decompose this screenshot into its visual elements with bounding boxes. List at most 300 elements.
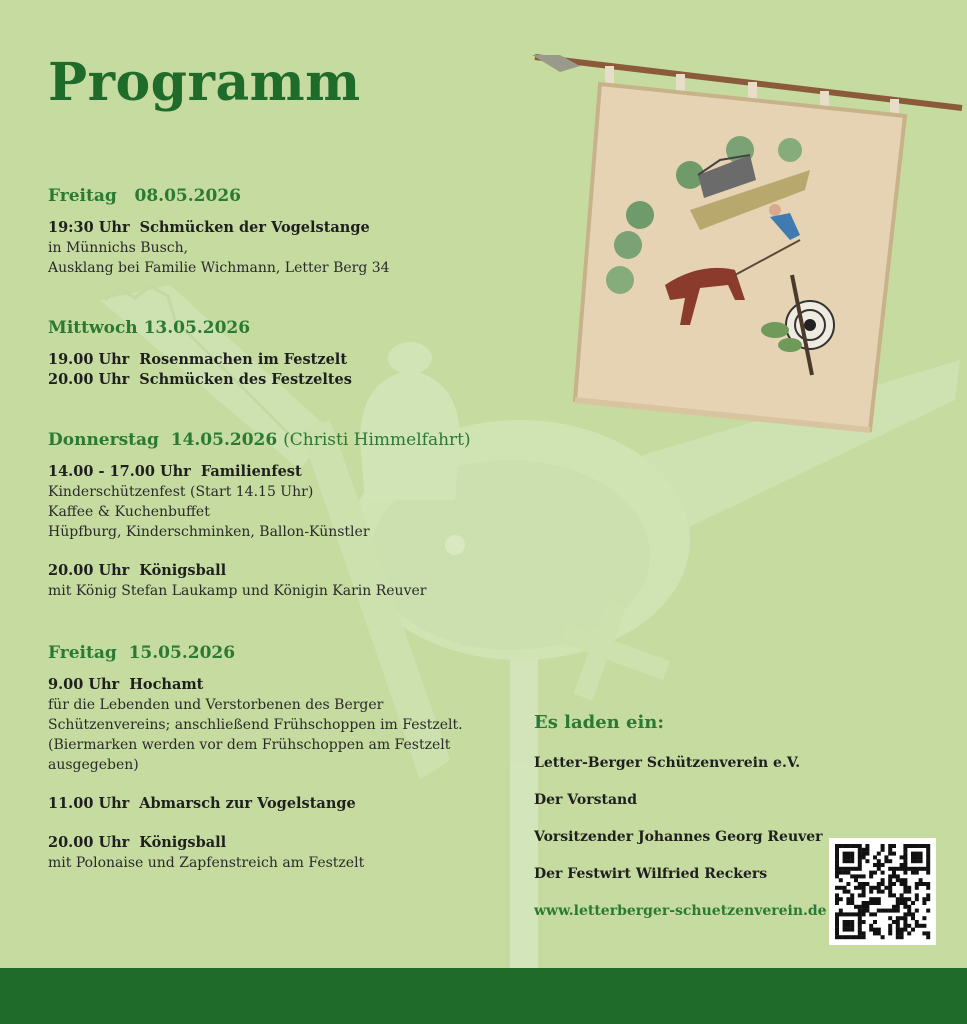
- qr-module: [892, 871, 896, 875]
- qr-module: [911, 852, 915, 856]
- event-detail: (Biermarken werden vor dem Frühschoppen am Festzelt: [48, 737, 451, 753]
- qr-module: [907, 890, 911, 894]
- qr-module: [922, 867, 926, 871]
- qr-module: [877, 867, 881, 871]
- qr-module: [877, 886, 881, 890]
- inviter-item: Der Vorstand: [534, 792, 637, 808]
- qr-module: [850, 920, 854, 924]
- qr-module: [858, 905, 862, 909]
- qr-module: [835, 928, 839, 932]
- qr-module: [865, 909, 869, 913]
- qr-module: [896, 931, 900, 935]
- qr-module: [926, 935, 930, 939]
- qr-module: [907, 912, 911, 916]
- qr-module: [877, 863, 881, 867]
- qr-module: [907, 924, 911, 928]
- qr-module: [926, 886, 930, 890]
- qr-module: [858, 863, 862, 867]
- event-time: 20.00 Uhr: [48, 834, 130, 851]
- qr-module: [884, 859, 888, 863]
- inviters-heading: Es laden ein:: [534, 712, 665, 733]
- qr-module: [926, 893, 930, 897]
- qr-module: [865, 844, 869, 848]
- qr-module: [869, 871, 873, 875]
- qr-module: [903, 928, 907, 932]
- qr-module: [846, 890, 850, 894]
- qr-module: [888, 924, 892, 928]
- qr-module: [873, 912, 877, 916]
- qr-module: [846, 912, 850, 916]
- qr-module: [854, 935, 858, 939]
- qr-module: [915, 867, 919, 871]
- qr-module: [922, 916, 926, 920]
- qr-module: [881, 909, 885, 913]
- qr-module: [839, 912, 843, 916]
- qr-module: [850, 855, 854, 859]
- qr-module: [881, 878, 885, 882]
- qr-module: [907, 886, 911, 890]
- qr-module: [846, 852, 850, 856]
- qr-module: [903, 886, 907, 890]
- qr-module: [858, 920, 862, 924]
- qr-module: [843, 890, 847, 894]
- qr-module: [854, 844, 858, 848]
- qr-module: [862, 890, 866, 894]
- qr-module: [919, 859, 923, 863]
- qr-module: [919, 844, 923, 848]
- qr-module: [915, 893, 919, 897]
- qr-module: [858, 844, 862, 848]
- qr-module: [862, 920, 866, 924]
- qr-module: [911, 855, 915, 859]
- qr-module: [854, 912, 858, 916]
- qr-module: [835, 920, 839, 924]
- qr-module: [858, 867, 862, 871]
- qr-module: [843, 871, 847, 875]
- qr-module: [854, 867, 858, 871]
- qr-module: [896, 924, 900, 928]
- event-detail: Schützenvereins; anschließend Frühschoppen im Festzelt.: [48, 717, 463, 733]
- qr-module: [869, 890, 873, 894]
- qr-module: [846, 928, 850, 932]
- day-heading-text: Freitag 15.05.2026: [48, 643, 236, 663]
- qr-module: [835, 893, 839, 897]
- qr-module: [915, 920, 919, 924]
- qr-module: [926, 909, 930, 913]
- qr-module: [900, 931, 904, 935]
- qr-module: [839, 878, 843, 882]
- qr-module: [911, 844, 915, 848]
- qr-module: [915, 897, 919, 901]
- qr-module: [911, 928, 915, 932]
- qr-module: [858, 916, 862, 920]
- qr-module: [858, 848, 862, 852]
- qr-module: [850, 912, 854, 916]
- qr-module: [922, 901, 926, 905]
- inviter-item: Der Festwirt Wilfried Reckers: [534, 866, 768, 882]
- qr-module: [926, 855, 930, 859]
- qr-module: [911, 916, 915, 920]
- qr-module: [843, 935, 847, 939]
- qr-module: [835, 852, 839, 856]
- qr-module: [892, 920, 896, 924]
- qr-module: [862, 931, 866, 935]
- qr-module: [873, 928, 877, 932]
- qr-module: [900, 878, 904, 882]
- qr-module: [888, 909, 892, 913]
- event-time: 14.00 - 17.00 Uhr: [48, 463, 191, 480]
- qr-module: [903, 855, 907, 859]
- qr-module: [835, 924, 839, 928]
- qr-module: [877, 931, 881, 935]
- qr-module: [903, 916, 907, 920]
- qr-module: [835, 855, 839, 859]
- qr-module: [843, 855, 847, 859]
- day-heading: [48, 186, 518, 206]
- qr-module: [862, 935, 866, 939]
- qr-module: [862, 901, 866, 905]
- day-heading-text: Donnerstag 14.05.2026: [48, 430, 278, 450]
- qr-module: [919, 855, 923, 859]
- qr-module: [877, 882, 881, 886]
- event-detail: ausgegeben): [48, 757, 139, 773]
- qr-module: [903, 897, 907, 901]
- qr-module: [862, 912, 866, 916]
- qr-module: [877, 901, 881, 905]
- event-name: Abmarsch zur Vogelstange: [139, 795, 356, 812]
- qr-module: [835, 886, 839, 890]
- qr-module: [919, 852, 923, 856]
- qr-module: [903, 920, 907, 924]
- qr-module: [865, 848, 869, 852]
- qr-module: [835, 863, 839, 867]
- qr-module: [839, 886, 843, 890]
- qr-module: [915, 886, 919, 890]
- qr-module: [873, 855, 877, 859]
- qr-module: [850, 859, 854, 863]
- qr-module: [926, 897, 930, 901]
- qr-module: [854, 878, 858, 882]
- qr-module: [862, 909, 866, 913]
- qr-module: [888, 852, 892, 856]
- qr-module: [892, 867, 896, 871]
- qr-module: [858, 909, 862, 913]
- qr-code-graphic: [829, 838, 936, 945]
- qr-module: [896, 905, 900, 909]
- qr-module: [896, 935, 900, 939]
- qr-module: [919, 882, 923, 886]
- qr-module: [881, 882, 885, 886]
- qr-module: [877, 859, 881, 863]
- qr-module: [888, 890, 892, 894]
- qr-module: [835, 844, 839, 848]
- qr-module: [843, 844, 847, 848]
- qr-module: [862, 893, 866, 897]
- qr-module: [922, 931, 926, 935]
- qr-module: [903, 905, 907, 909]
- qr-module: [850, 844, 854, 848]
- qr-module: [858, 924, 862, 928]
- event-detail: Ausklang bei Familie Wichmann, Letter Berg 34: [48, 260, 390, 276]
- event-item: [48, 370, 518, 390]
- qr-module: [839, 935, 843, 939]
- qr-module: [926, 871, 930, 875]
- qr-module: [888, 893, 892, 897]
- qr-module: [922, 844, 926, 848]
- qr-module: [873, 897, 877, 901]
- qr-module: [907, 905, 911, 909]
- qr-module: [858, 886, 862, 890]
- qr-module: [919, 878, 923, 882]
- qr-module: [858, 912, 862, 916]
- event-detail: für die Lebenden und Verstorbenen des Berger: [48, 697, 384, 713]
- qr-module: [903, 901, 907, 905]
- qr-module: [865, 859, 869, 863]
- event-name: Königsball: [139, 562, 227, 579]
- qr-module: [839, 897, 843, 901]
- qr-module: [900, 867, 904, 871]
- qr-module: [900, 855, 904, 859]
- qr-module: [835, 897, 839, 901]
- qr-module: [896, 901, 900, 905]
- qr-module: [873, 901, 877, 905]
- event-time: 20.00 Uhr: [48, 371, 130, 388]
- qr-module: [850, 874, 854, 878]
- qr-module: [873, 871, 877, 875]
- qr-module: [911, 901, 915, 905]
- qr-module: [858, 855, 862, 859]
- qr-module: [888, 848, 892, 852]
- qr-module: [896, 897, 900, 901]
- qr-module: [835, 867, 839, 871]
- website-link[interactable]: www.letterberger-schuetzenverein.de: [534, 903, 827, 919]
- qr-module: [888, 916, 892, 920]
- event-item: [48, 218, 518, 278]
- qr-module: [892, 905, 896, 909]
- qr-module: [915, 859, 919, 863]
- qr-module: [846, 882, 850, 886]
- qr-module: [888, 859, 892, 863]
- qr-module: [843, 920, 847, 924]
- qr-module: [839, 844, 843, 848]
- qr-module: [926, 844, 930, 848]
- qr-module: [896, 867, 900, 871]
- day-section-freitag-1: [48, 186, 518, 297]
- qr-module: [858, 859, 862, 863]
- event-time: 11.00 Uhr: [48, 795, 130, 812]
- qr-module: [911, 871, 915, 875]
- qr-module: [911, 912, 915, 916]
- day-heading: [48, 318, 518, 338]
- qr-module: [869, 924, 873, 928]
- qr-module: [888, 878, 892, 882]
- qr-module: [900, 893, 904, 897]
- qr-module: [843, 912, 847, 916]
- qr-module: [854, 874, 858, 878]
- qr-module: [915, 852, 919, 856]
- qr-module: [846, 871, 850, 875]
- qr-module: [900, 897, 904, 901]
- qr-module: [896, 878, 900, 882]
- qr-module: [846, 935, 850, 939]
- day-section-freitag-2: [48, 643, 518, 892]
- event-detail: Kaffee & Kuchenbuffet: [48, 504, 210, 520]
- event-detail: mit Polonaise und Zapfenstreich am Festzelt: [48, 855, 365, 871]
- qr-module: [865, 852, 869, 856]
- qr-module: [843, 886, 847, 890]
- qr-module: [846, 844, 850, 848]
- qr-module: [835, 871, 839, 875]
- qr-module: [865, 901, 869, 905]
- qr-module: [877, 897, 881, 901]
- qr-module: [888, 931, 892, 935]
- qr-module: [926, 931, 930, 935]
- qr-module: [922, 924, 926, 928]
- qr-module: [873, 863, 877, 867]
- qr-module: [892, 909, 896, 913]
- event-item: [48, 561, 518, 601]
- qr-module: [850, 924, 854, 928]
- inviters-block: [534, 712, 834, 919]
- qr-module: [903, 890, 907, 894]
- qr-module: [850, 901, 854, 905]
- inviter-item: Letter-Berger Schützenverein e.V.: [534, 755, 801, 771]
- qr-module: [900, 935, 904, 939]
- qr-module: [846, 920, 850, 924]
- qr-module: [858, 935, 862, 939]
- qr-module: [888, 874, 892, 878]
- qr-module: [915, 844, 919, 848]
- qr-module: [877, 852, 881, 856]
- qr-module: [903, 848, 907, 852]
- event-detail: Hüpfburg, Kinderschminken, Ballon-Künstler: [48, 524, 370, 540]
- qr-module: [873, 886, 877, 890]
- qr-module: [926, 852, 930, 856]
- day-heading-text: Mittwoch 13.05.2026: [48, 318, 251, 338]
- qr-module: [907, 897, 911, 901]
- qr-module: [869, 874, 873, 878]
- event-name: Schmücken des Festzeltes: [139, 371, 352, 388]
- qr-module: [846, 859, 850, 863]
- qr-module: [915, 882, 919, 886]
- qr-module: [862, 848, 866, 852]
- event-item: [48, 350, 518, 370]
- qr-module: [843, 924, 847, 928]
- footer-bar: [0, 968, 967, 1024]
- qr-module: [884, 855, 888, 859]
- event-item: [48, 675, 518, 775]
- qr-module: [903, 844, 907, 848]
- qr-module: [896, 909, 900, 913]
- qr-module: [888, 928, 892, 932]
- qr-module: [903, 863, 907, 867]
- qr-module: [862, 855, 866, 859]
- qr-module: [835, 901, 839, 905]
- qr-module: [839, 871, 843, 875]
- qr-module: [881, 844, 885, 848]
- inviter-item: Vorsitzender Johannes Georg Reuver: [534, 829, 823, 845]
- qr-module: [911, 859, 915, 863]
- qr-module: [911, 867, 915, 871]
- qr-module: [865, 882, 869, 886]
- qr-module: [907, 867, 911, 871]
- event-time: 19:30 Uhr: [48, 219, 130, 236]
- qr-module: [846, 855, 850, 859]
- qr-module: [892, 874, 896, 878]
- qr-module: [888, 844, 892, 848]
- day-heading-text: Freitag 08.05.2026: [48, 186, 241, 206]
- qr-module: [839, 909, 843, 913]
- qr-module: [850, 867, 854, 871]
- qr-module: [869, 897, 873, 901]
- qr-module: [926, 859, 930, 863]
- qr-module: [877, 909, 881, 913]
- qr-module: [896, 920, 900, 924]
- qr-module: [873, 920, 877, 924]
- event-name: Hochamt: [129, 676, 204, 693]
- qr-module: [903, 867, 907, 871]
- qr-module: [903, 882, 907, 886]
- qr-module: [869, 912, 873, 916]
- qr-module: [892, 852, 896, 856]
- qr-module: [926, 848, 930, 852]
- day-heading: [48, 643, 518, 663]
- qr-module: [903, 852, 907, 856]
- qr-module: [858, 874, 862, 878]
- qr-module: [854, 886, 858, 890]
- event-detail: Kinderschützenfest (Start 14.15 Uhr): [48, 484, 314, 500]
- qr-module: [888, 882, 892, 886]
- qr-module: [858, 928, 862, 932]
- qr-module: [919, 924, 923, 928]
- qr-module: [903, 924, 907, 928]
- qr-module: [846, 924, 850, 928]
- event-item: [48, 462, 518, 542]
- qr-module: [850, 897, 854, 901]
- qr-module: [865, 905, 869, 909]
- qr-module: [835, 848, 839, 852]
- event-item: [48, 794, 518, 814]
- qr-module: [915, 871, 919, 875]
- event-detail: in Münnichs Busch,: [48, 240, 189, 256]
- qr-module: [892, 844, 896, 848]
- qr-module: [846, 901, 850, 905]
- qr-module: [892, 882, 896, 886]
- qr-module: [903, 912, 907, 916]
- qr-module: [862, 905, 866, 909]
- qr-module: [903, 871, 907, 875]
- qr-module: [850, 935, 854, 939]
- qr-module: [843, 867, 847, 871]
- qr-module: [922, 882, 926, 886]
- qr-module: [926, 882, 930, 886]
- qr-module: [884, 909, 888, 913]
- qr-module: [900, 928, 904, 932]
- qr-module: [922, 897, 926, 901]
- qr-code-icon[interactable]: [829, 838, 936, 945]
- qr-module: [843, 859, 847, 863]
- banner-flag-image: [532, 55, 962, 430]
- qr-module: [900, 916, 904, 920]
- qr-module: [869, 928, 873, 932]
- qr-module: [907, 844, 911, 848]
- qr-module: [881, 863, 885, 867]
- qr-module: [919, 867, 923, 871]
- qr-module: [835, 859, 839, 863]
- qr-module: [862, 886, 866, 890]
- qr-module: [843, 852, 847, 856]
- event-time: 19.00 Uhr: [48, 351, 130, 368]
